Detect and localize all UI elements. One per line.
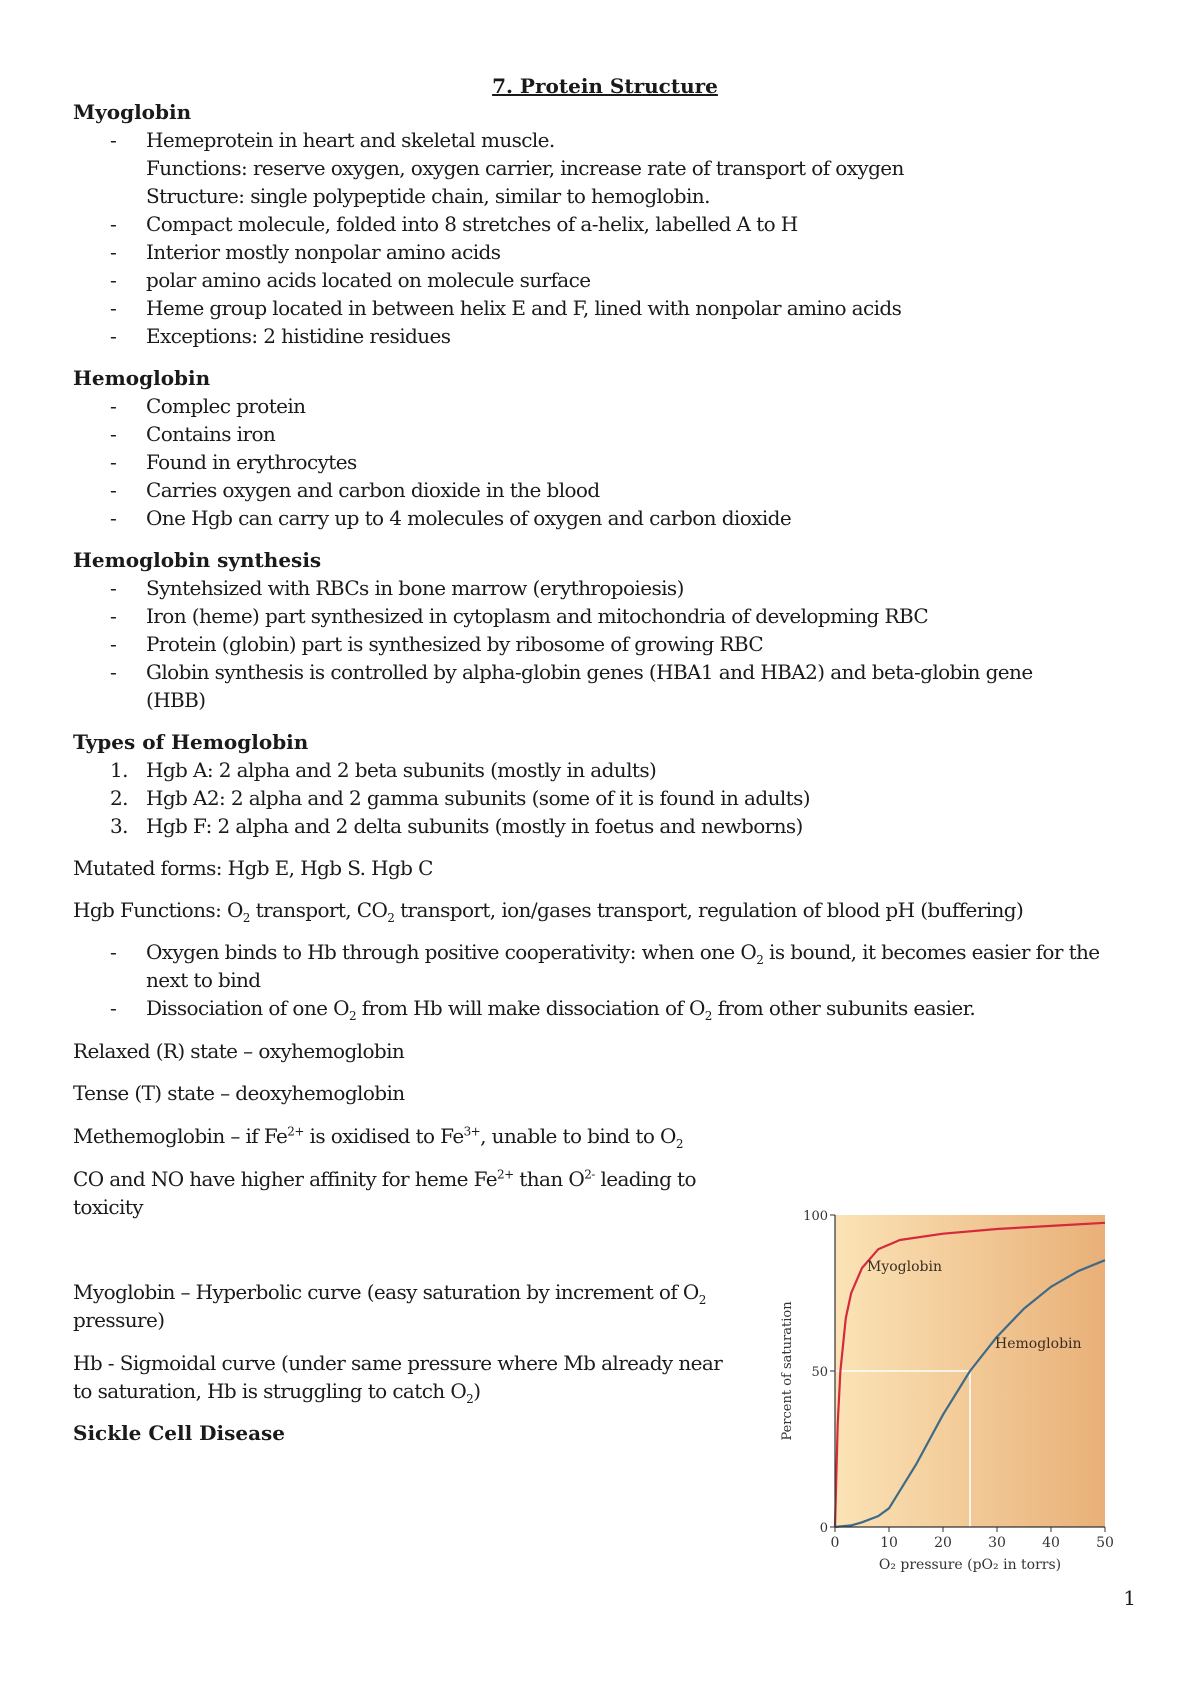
bullet: -	[110, 604, 117, 628]
list-item-text	[146, 940, 1100, 967]
bullet: -	[110, 422, 117, 446]
item-number: 1.	[110, 758, 128, 782]
mutated-forms: Mutated forms: Hgb E, Hgb S. Hgb C	[73, 856, 433, 880]
myoglobin-curve-cont: pressure)	[73, 1308, 165, 1332]
item-number: 3.	[110, 814, 128, 838]
superscript: 2-	[584, 1167, 595, 1182]
oxygen-saturation-chart	[765, 1195, 1140, 1590]
list-item-text: Interior mostly nonpolar amino acids	[146, 240, 501, 264]
text-run: leading to	[594, 1167, 696, 1191]
text-run: is bound, it becomes easier for the	[763, 940, 1100, 964]
list-item-text	[146, 996, 975, 1023]
hb-curve-cont	[73, 1379, 480, 1406]
list-item-text: Contains iron	[146, 422, 276, 446]
list-item-text: Hemeprotein in heart and skeletal muscle.	[146, 128, 555, 152]
bullet: -	[110, 996, 117, 1020]
list-item-text: Carries oxygen and carbon dioxide in the blood	[146, 478, 600, 502]
list-item-cont: next to bind	[146, 968, 261, 992]
subscript: 2	[242, 911, 250, 925]
x-tick-label: 20	[934, 1535, 952, 1551]
bullet: -	[110, 660, 117, 684]
list-item-text: Globin synthesis is controlled by alpha-globin genes (HBA1 and HBA2) and beta-globin gene	[146, 660, 1033, 684]
list-item-text: Complec protein	[146, 394, 306, 418]
text-run: , unable to bind to O	[480, 1124, 676, 1148]
y-tick-label: 100	[803, 1209, 828, 1224]
bullet: -	[110, 296, 117, 320]
list-item-text: Hgb F: 2 alpha and 2 delta subunits (mostly in foetus and newborns)	[146, 814, 803, 838]
list-item-text: polar amino acids located on molecule surface	[146, 268, 591, 292]
subscript: 2	[756, 953, 764, 967]
bullet: -	[110, 268, 117, 292]
series-label-myoglobin: Myoglobin	[867, 1259, 942, 1275]
relaxed-state: Relaxed (R) state – oxyhemoglobin	[73, 1039, 405, 1063]
text-run: than O	[513, 1167, 585, 1191]
heading-hemoglobin: Hemoglobin	[73, 366, 211, 390]
text-run: from other subunits easier.	[711, 996, 976, 1020]
text-run: )	[473, 1379, 481, 1403]
series-label-hemoglobin: Hemoglobin	[995, 1336, 1082, 1352]
text-run: Hgb Functions: O	[73, 898, 243, 922]
list-item-cont: Functions: reserve oxygen, oxygen carrier, increase rate of transport of oxygen	[146, 156, 904, 180]
myoglobin-curve	[73, 1280, 706, 1307]
text-run: from Hb will make dissociation of O	[356, 996, 705, 1020]
bullet: -	[110, 632, 117, 656]
page-title: 7. Protein Structure	[492, 74, 718, 98]
bullet: -	[110, 324, 117, 348]
heading-sickle-cell: Sickle Cell Disease	[73, 1421, 286, 1445]
superscript: 3+	[463, 1124, 481, 1139]
list-item-text: Syntehsized with RBCs in bone marrow (erythropoiesis)	[146, 576, 684, 600]
list-item-text: One Hgb can carry up to 4 molecules of oxygen and carbon dioxide	[146, 506, 792, 530]
list-item-text: Compact molecule, folded into 8 stretches of a-helix, labelled A to H	[146, 212, 798, 236]
bullet: -	[110, 212, 117, 236]
list-item-text: Protein (globin) part is synthesized by ribosome of growing RBC	[146, 632, 764, 656]
heading-synthesis: Hemoglobin synthesis	[73, 548, 322, 572]
co-no-affinity-cont: toxicity	[73, 1195, 143, 1219]
list-item-cont: Structure: single polypeptide chain, similar to hemoglobin.	[146, 184, 710, 208]
bullet: -	[110, 940, 117, 964]
text-run: Dissociation of one O	[146, 996, 349, 1020]
list-item-cont: (HBB)	[146, 688, 206, 712]
y-tick-label: 50	[811, 1365, 828, 1380]
subscript: 2	[348, 1009, 356, 1023]
x-axis-label: O₂ pressure (pO₂ in torrs)	[878, 1557, 1062, 1573]
subscript: 2	[704, 1009, 712, 1023]
text-run: Oxygen binds to Hb through positive cooperativity: when one O	[146, 940, 757, 964]
subscript: 2	[698, 1293, 706, 1307]
text-run: is oxidised to Fe	[303, 1124, 464, 1148]
list-item-text: Heme group located in between helix E and F, lined with nonpolar amino acids	[146, 296, 902, 320]
text-run: Myoglobin – Hyperbolic curve (easy saturation by increment of O	[73, 1280, 699, 1304]
list-item-text: Hgb A2: 2 alpha and 2 gamma subunits (some of it is found in adults)	[146, 786, 810, 810]
x-tick-label: 30	[988, 1535, 1006, 1551]
subscript: 2	[675, 1137, 683, 1151]
list-item-text: Found in erythrocytes	[146, 450, 357, 474]
text-run: transport, ion/gases transport, regulation of blood pH (buffering)	[394, 898, 1024, 922]
co-no-affinity	[73, 1167, 696, 1191]
heading-myoglobin: Myoglobin	[73, 100, 192, 124]
y-axis-label: Percent of saturation	[780, 1301, 795, 1441]
item-number: 2.	[110, 786, 128, 810]
bullet: -	[110, 128, 117, 152]
x-tick-label: 10	[880, 1535, 898, 1551]
heading-types: Types of Hemoglobin	[73, 730, 309, 754]
bullet: -	[110, 478, 117, 502]
subscript: 2	[387, 911, 395, 925]
x-tick-label: 50	[1096, 1535, 1114, 1551]
bullet: -	[110, 576, 117, 600]
text-run: transport, CO	[249, 898, 388, 922]
bullet: -	[110, 450, 117, 474]
text-run: Methemoglobin – if Fe	[73, 1124, 288, 1148]
bullet: -	[110, 506, 117, 530]
list-item-text: Iron (heme) part synthesized in cytoplasm and mitochondria of developming RBC	[146, 604, 929, 628]
x-tick-label: 0	[830, 1535, 840, 1551]
superscript: 2+	[497, 1167, 514, 1182]
text-run: CO and NO have higher affinity for heme Fe	[73, 1167, 498, 1191]
text-run: to saturation, Hb is struggling to catch O	[73, 1379, 467, 1403]
hgb-functions	[73, 898, 1023, 925]
superscript: 2+	[287, 1124, 304, 1139]
bullet: -	[110, 394, 117, 418]
y-tick-label: 0	[819, 1521, 828, 1536]
x-tick-label: 40	[1042, 1535, 1060, 1551]
bullet: -	[110, 240, 117, 264]
methemoglobin	[73, 1124, 683, 1151]
tense-state: Tense (T) state – deoxyhemoglobin	[73, 1081, 405, 1105]
subscript: 2	[466, 1392, 474, 1406]
list-item-text: Hgb A: 2 alpha and 2 beta subunits (mostly in adults)	[146, 758, 657, 782]
page-number: 1	[1123, 1586, 1136, 1610]
list-item-text: Exceptions: 2 histidine residues	[146, 324, 451, 348]
hb-curve: Hb - Sigmoidal curve (under same pressure where Mb already near	[73, 1351, 723, 1375]
